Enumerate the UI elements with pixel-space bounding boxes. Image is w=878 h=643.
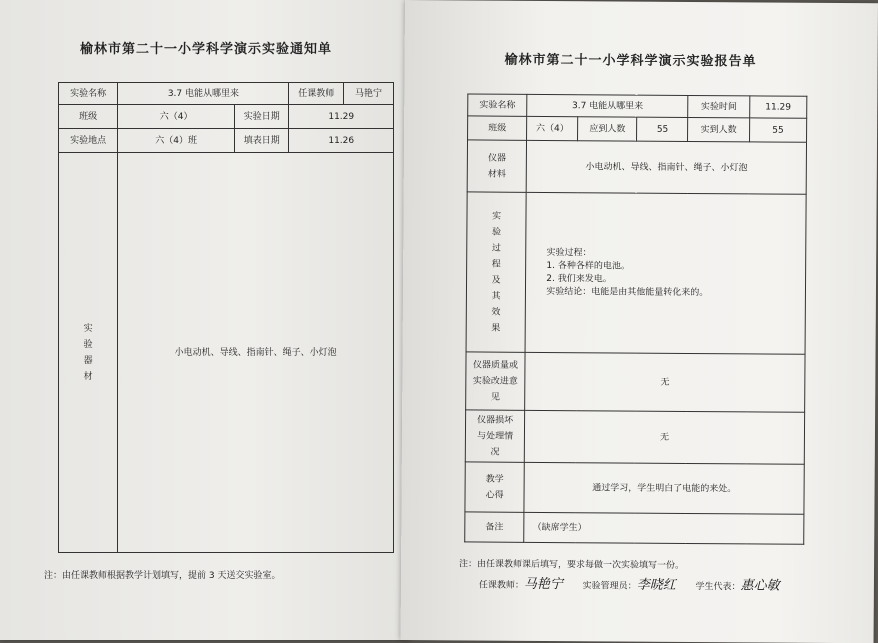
location-label: 实验地点	[59, 129, 118, 153]
report-table	[464, 93, 807, 544]
r-actual-label: 实到人数	[688, 117, 750, 141]
r-process-heading: 实验过程：	[546, 247, 592, 258]
exp-name-value: 3.7 电能从哪里来	[118, 83, 289, 105]
r-process-step2: 2. 我们来发电。	[546, 273, 612, 284]
notice-title: 榆林市第二十一小学科学演示实验通知单	[80, 42, 333, 57]
student-sig-label: 学生代表：	[695, 582, 741, 593]
equipment-value: 小电动机、导线、指南针、绳子、小灯泡	[118, 153, 394, 553]
r-actual-value: 55	[749, 118, 806, 142]
r-remarks-value: （缺席学生）	[524, 512, 804, 544]
r-class-value: 六（4）	[527, 116, 578, 140]
r-reflection-value: 通过学习，学生明白了电能的来处。	[524, 462, 804, 514]
r-materials-label: 仪器材料	[467, 140, 527, 192]
class-value: 六（4）	[118, 105, 235, 129]
r-expected-label: 应到人数	[578, 117, 637, 141]
notice-footnote: 注：由任课教师根据教学计划填写，提前 3 天送交实验室。	[44, 571, 281, 581]
r-class-label: 班级	[468, 116, 527, 140]
teacher-label: 任课教师	[289, 83, 344, 105]
r-time-label: 实验时间	[688, 95, 749, 117]
date-value: 11.29	[289, 105, 394, 129]
r-remarks-label: 备注	[465, 512, 524, 542]
fill-date-label: 填表日期	[234, 129, 289, 153]
r-process-conclusion: 实验结论：电能是由其他能量转化来的。	[546, 286, 709, 298]
r-time-value: 11.29	[749, 96, 806, 118]
r-quality-value: 无	[525, 352, 805, 412]
r-materials-value: 小电动机、导线、指南针、绳子、小灯泡	[526, 140, 806, 194]
notice-sheet	[0, 0, 410, 640]
r-process-label: 实验过程及其效果	[466, 192, 526, 352]
report-footnote: 注：由任课教师课后填写，要求每做一次实验填写一份。	[459, 559, 685, 571]
fill-date-value: 11.26	[289, 129, 394, 153]
r-exp-name-label: 实验名称	[468, 94, 527, 116]
r-reflection-label: 教学心得	[465, 462, 525, 512]
report-title: 榆林市第二十一小学科学演示实验报告单	[504, 52, 757, 70]
class-label: 班级	[59, 105, 118, 129]
teacher-sig-label: 任课教师：	[478, 580, 524, 591]
student-signature: 惠心敏	[740, 578, 780, 594]
r-expected-value: 55	[637, 117, 688, 141]
notice-table	[58, 82, 394, 553]
r-exp-name-value: 3.7 电能从哪里来	[527, 94, 688, 117]
signature-row	[479, 573, 780, 594]
teacher-value: 马艳宁	[344, 83, 394, 105]
r-process-cell	[525, 192, 806, 354]
exp-name-label: 实验名称	[59, 83, 118, 105]
manager-sig-label: 实验管理员：	[582, 581, 637, 592]
r-quality-label: 仪器质量或实验改进意见	[466, 352, 526, 410]
r-process-step1: 1. 各种各样的电池。	[546, 260, 630, 272]
report-sheet	[401, 0, 878, 643]
date-label: 实验日期	[234, 105, 289, 129]
teacher-signature: 马艳宁	[523, 576, 564, 593]
equipment-label: 实验器材	[59, 153, 118, 553]
r-damage-label: 仪器损坏与处理情况	[465, 410, 525, 462]
manager-signature: 李晓红	[636, 577, 676, 593]
location-value: 六（4）班	[118, 129, 235, 153]
r-damage-value: 无	[525, 410, 805, 464]
